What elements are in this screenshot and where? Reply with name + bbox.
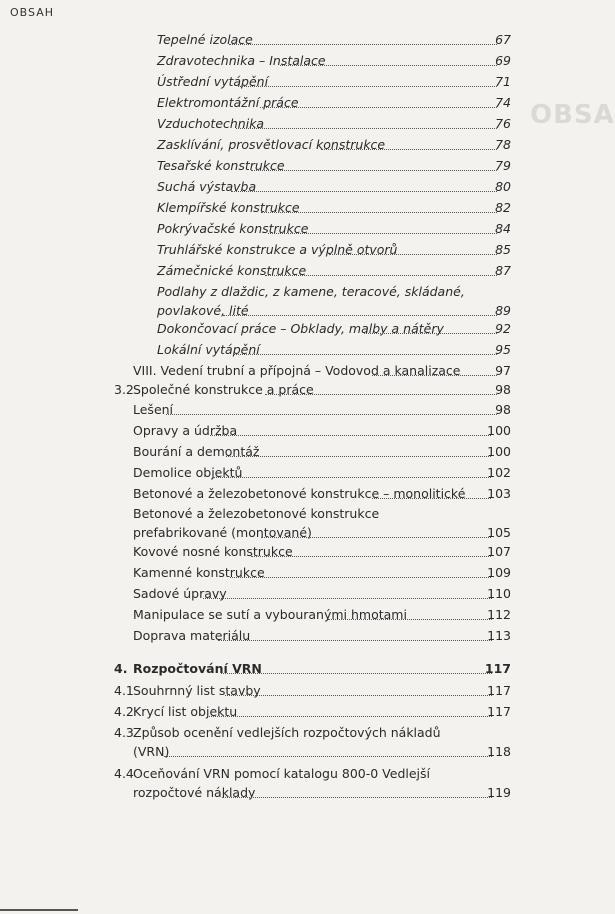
toc-entry xyxy=(114,659,511,678)
page-number: 110 xyxy=(487,586,511,601)
dot-leader xyxy=(260,107,497,108)
toc-entry xyxy=(114,584,511,603)
dot-leader xyxy=(265,394,497,395)
toc-entry xyxy=(114,282,511,320)
dot-leader xyxy=(372,375,497,376)
dot-leader xyxy=(328,619,492,620)
dot-leader xyxy=(251,556,492,557)
page-number: 103 xyxy=(487,486,511,501)
entry-title: Elektromontážní práce xyxy=(157,95,299,110)
entry-title: Kovové nosné konstrukce xyxy=(133,544,293,559)
section-number: 4. xyxy=(114,661,128,676)
page-number: 85 xyxy=(495,242,511,257)
toc-entry xyxy=(114,542,511,561)
dot-leader xyxy=(251,170,497,171)
dot-leader xyxy=(221,673,492,674)
page-number: 82 xyxy=(495,200,511,215)
dot-leader xyxy=(230,577,491,578)
page-number: 80 xyxy=(495,179,511,194)
entry-title: Lokální vytápění xyxy=(157,342,260,357)
entry-title: Způsob ocenění vedlejších rozpočtových nákladů xyxy=(133,725,441,740)
dot-leader xyxy=(238,86,497,87)
toc-entry xyxy=(114,605,511,624)
toc-entry xyxy=(114,442,511,461)
toc-entry xyxy=(114,702,511,721)
toc-entry xyxy=(114,261,511,280)
toc-entry xyxy=(114,563,511,582)
toc-entry xyxy=(114,380,511,399)
toc-entry xyxy=(114,30,511,49)
dot-leader xyxy=(213,477,492,478)
page-number: 98 xyxy=(495,382,511,397)
page-number: 76 xyxy=(495,116,511,131)
dot-leader xyxy=(265,275,497,276)
entry-title: Bourání a demontáž xyxy=(133,444,260,459)
page-number: 100 xyxy=(487,444,511,459)
entry-title: Betonové a železobetonové konstrukce xyxy=(133,506,380,521)
toc-entry xyxy=(114,723,511,761)
dot-leader xyxy=(321,149,497,150)
page-number: 74 xyxy=(495,95,511,110)
page-number: 105 xyxy=(487,525,511,540)
toc-entry xyxy=(114,361,511,380)
dot-leader xyxy=(166,414,497,415)
page-number: 71 xyxy=(495,74,511,89)
dot-leader xyxy=(225,695,492,696)
section-number: 4.2 xyxy=(114,704,134,719)
entry-title: VIII. Vedení trubní a přípojná – Vodovod a kanalizace xyxy=(133,363,461,378)
page-number: 95 xyxy=(495,342,511,357)
entry-title-continued: prefabrikované (montované) xyxy=(133,525,312,540)
dot-leader xyxy=(364,333,497,334)
toc-entry xyxy=(114,484,511,503)
entry-title: Zámečnické konstrukce xyxy=(157,263,307,278)
entry-title: Souhrnný list stavby xyxy=(133,683,261,698)
entry-title: Rozpočtování VRN xyxy=(133,661,262,676)
page-number: 102 xyxy=(487,465,511,480)
dot-leader xyxy=(222,797,492,798)
page-number: 69 xyxy=(495,53,511,68)
page-number: 117 xyxy=(487,683,511,698)
toc-entry xyxy=(114,219,511,238)
page-number: 78 xyxy=(495,137,511,152)
dot-leader xyxy=(231,191,497,192)
dot-leader xyxy=(236,128,497,129)
toc-entry xyxy=(114,135,511,154)
page-number: 113 xyxy=(487,628,511,643)
page-number: 92 xyxy=(495,321,511,336)
entry-title: Betonové a železobetonové konstrukce – monolitické xyxy=(133,486,466,501)
dot-leader xyxy=(233,354,497,355)
toc-entry xyxy=(114,114,511,133)
entry-title: Pokrývačské konstrukce xyxy=(157,221,309,236)
entry-title: Lešení xyxy=(133,402,174,417)
toc-entry xyxy=(114,400,511,419)
entry-title: Oceňování VRN pomocí katalogu 800-0 Vedlejší xyxy=(133,766,430,781)
section-number: 4.1 xyxy=(114,683,134,698)
section-number: 3.2 xyxy=(114,382,134,397)
entry-title: Krycí list objektu xyxy=(133,704,238,719)
toc-entry xyxy=(114,177,511,196)
dot-leader xyxy=(268,233,497,234)
entry-title-continued: (VRN) xyxy=(133,744,170,759)
bleed-through-letters: OBSA xyxy=(530,100,615,130)
toc-entry xyxy=(114,319,511,338)
entry-title: Podlahy z dlaždic, z kamene, teracové, skládané, xyxy=(157,284,465,299)
page-number: 79 xyxy=(495,158,511,173)
toc-entry xyxy=(114,240,511,259)
entry-title: Zasklívání, prosvětlovací konstrukce xyxy=(157,137,386,152)
toc-entry xyxy=(114,681,511,700)
dot-leader xyxy=(280,65,497,66)
page-number: 109 xyxy=(487,565,511,580)
entry-title: Kamenné konstrukce xyxy=(133,565,265,580)
dot-leader xyxy=(218,640,492,641)
toc-entry xyxy=(114,504,511,542)
entry-title: Zdravotechnika – Instalace xyxy=(157,53,326,68)
toc-entry xyxy=(114,93,511,112)
entry-title: Demolice objektů xyxy=(133,465,243,480)
page-number: 117 xyxy=(487,704,511,719)
toc-entry xyxy=(114,156,511,175)
entry-title-continued: rozpočtové náklady xyxy=(133,785,256,800)
toc-entry xyxy=(114,72,511,91)
page-number: 67 xyxy=(495,32,511,47)
section-number: 4.3 xyxy=(114,725,134,740)
dot-leader xyxy=(223,315,497,316)
entry-title: Truhlářské konstrukce a výplně otvorů xyxy=(157,242,398,257)
page-number: 98 xyxy=(495,402,511,417)
entry-title: Manipulace se sutí a vybouranými hmotami xyxy=(133,607,407,622)
entry-title: Dokončovací práce – Obklady, malby a nátěry xyxy=(157,321,444,336)
entry-title: Tepelné izolace xyxy=(157,32,253,47)
dot-leader xyxy=(210,435,491,436)
entry-title: Společné konstrukce a práce xyxy=(133,382,314,397)
page-number: 107 xyxy=(487,544,511,559)
dot-leader xyxy=(329,254,497,255)
entry-title-continued: povlakové, lité xyxy=(157,303,249,318)
toc-entry xyxy=(114,51,511,70)
entry-title: Klempířské konstrukce xyxy=(157,200,300,215)
page-number: 84 xyxy=(495,221,511,236)
toc-entry xyxy=(114,626,511,645)
page-number: 100 xyxy=(487,423,511,438)
entry-title: Suchá výstavba xyxy=(157,179,257,194)
footer-rule xyxy=(0,909,78,911)
entry-title: Doprava materiálu xyxy=(133,628,251,643)
entry-title: Opravy a údržba xyxy=(133,423,238,438)
toc-entry xyxy=(114,340,511,359)
dot-leader xyxy=(203,598,492,599)
page-number: 97 xyxy=(495,363,511,378)
entry-title: Tesařské konstrukce xyxy=(157,158,285,173)
section-number: 4.4 xyxy=(114,766,134,781)
toc-entry xyxy=(114,421,511,440)
toc-entry xyxy=(114,463,511,482)
toc-entry xyxy=(114,198,511,217)
page-number: 117 xyxy=(484,661,511,676)
dot-leader xyxy=(209,716,492,717)
dot-leader xyxy=(261,212,497,213)
page-number: 112 xyxy=(487,607,511,622)
toc-entry xyxy=(114,764,511,802)
page-number: 89 xyxy=(495,303,511,318)
page-number: 119 xyxy=(487,785,511,800)
page-number: 118 xyxy=(487,744,511,759)
dot-leader xyxy=(164,756,492,757)
entry-title: Ústřední vytápění xyxy=(157,74,269,89)
entry-title: Sadové úpravy xyxy=(133,586,227,601)
page-number: 87 xyxy=(495,263,511,278)
entry-title: Vzduchotechnika xyxy=(157,116,265,131)
dot-leader xyxy=(372,498,492,499)
dot-leader xyxy=(226,456,491,457)
running-header: OBSAH xyxy=(10,6,54,19)
dot-leader xyxy=(261,537,491,538)
dot-leader xyxy=(229,44,497,45)
